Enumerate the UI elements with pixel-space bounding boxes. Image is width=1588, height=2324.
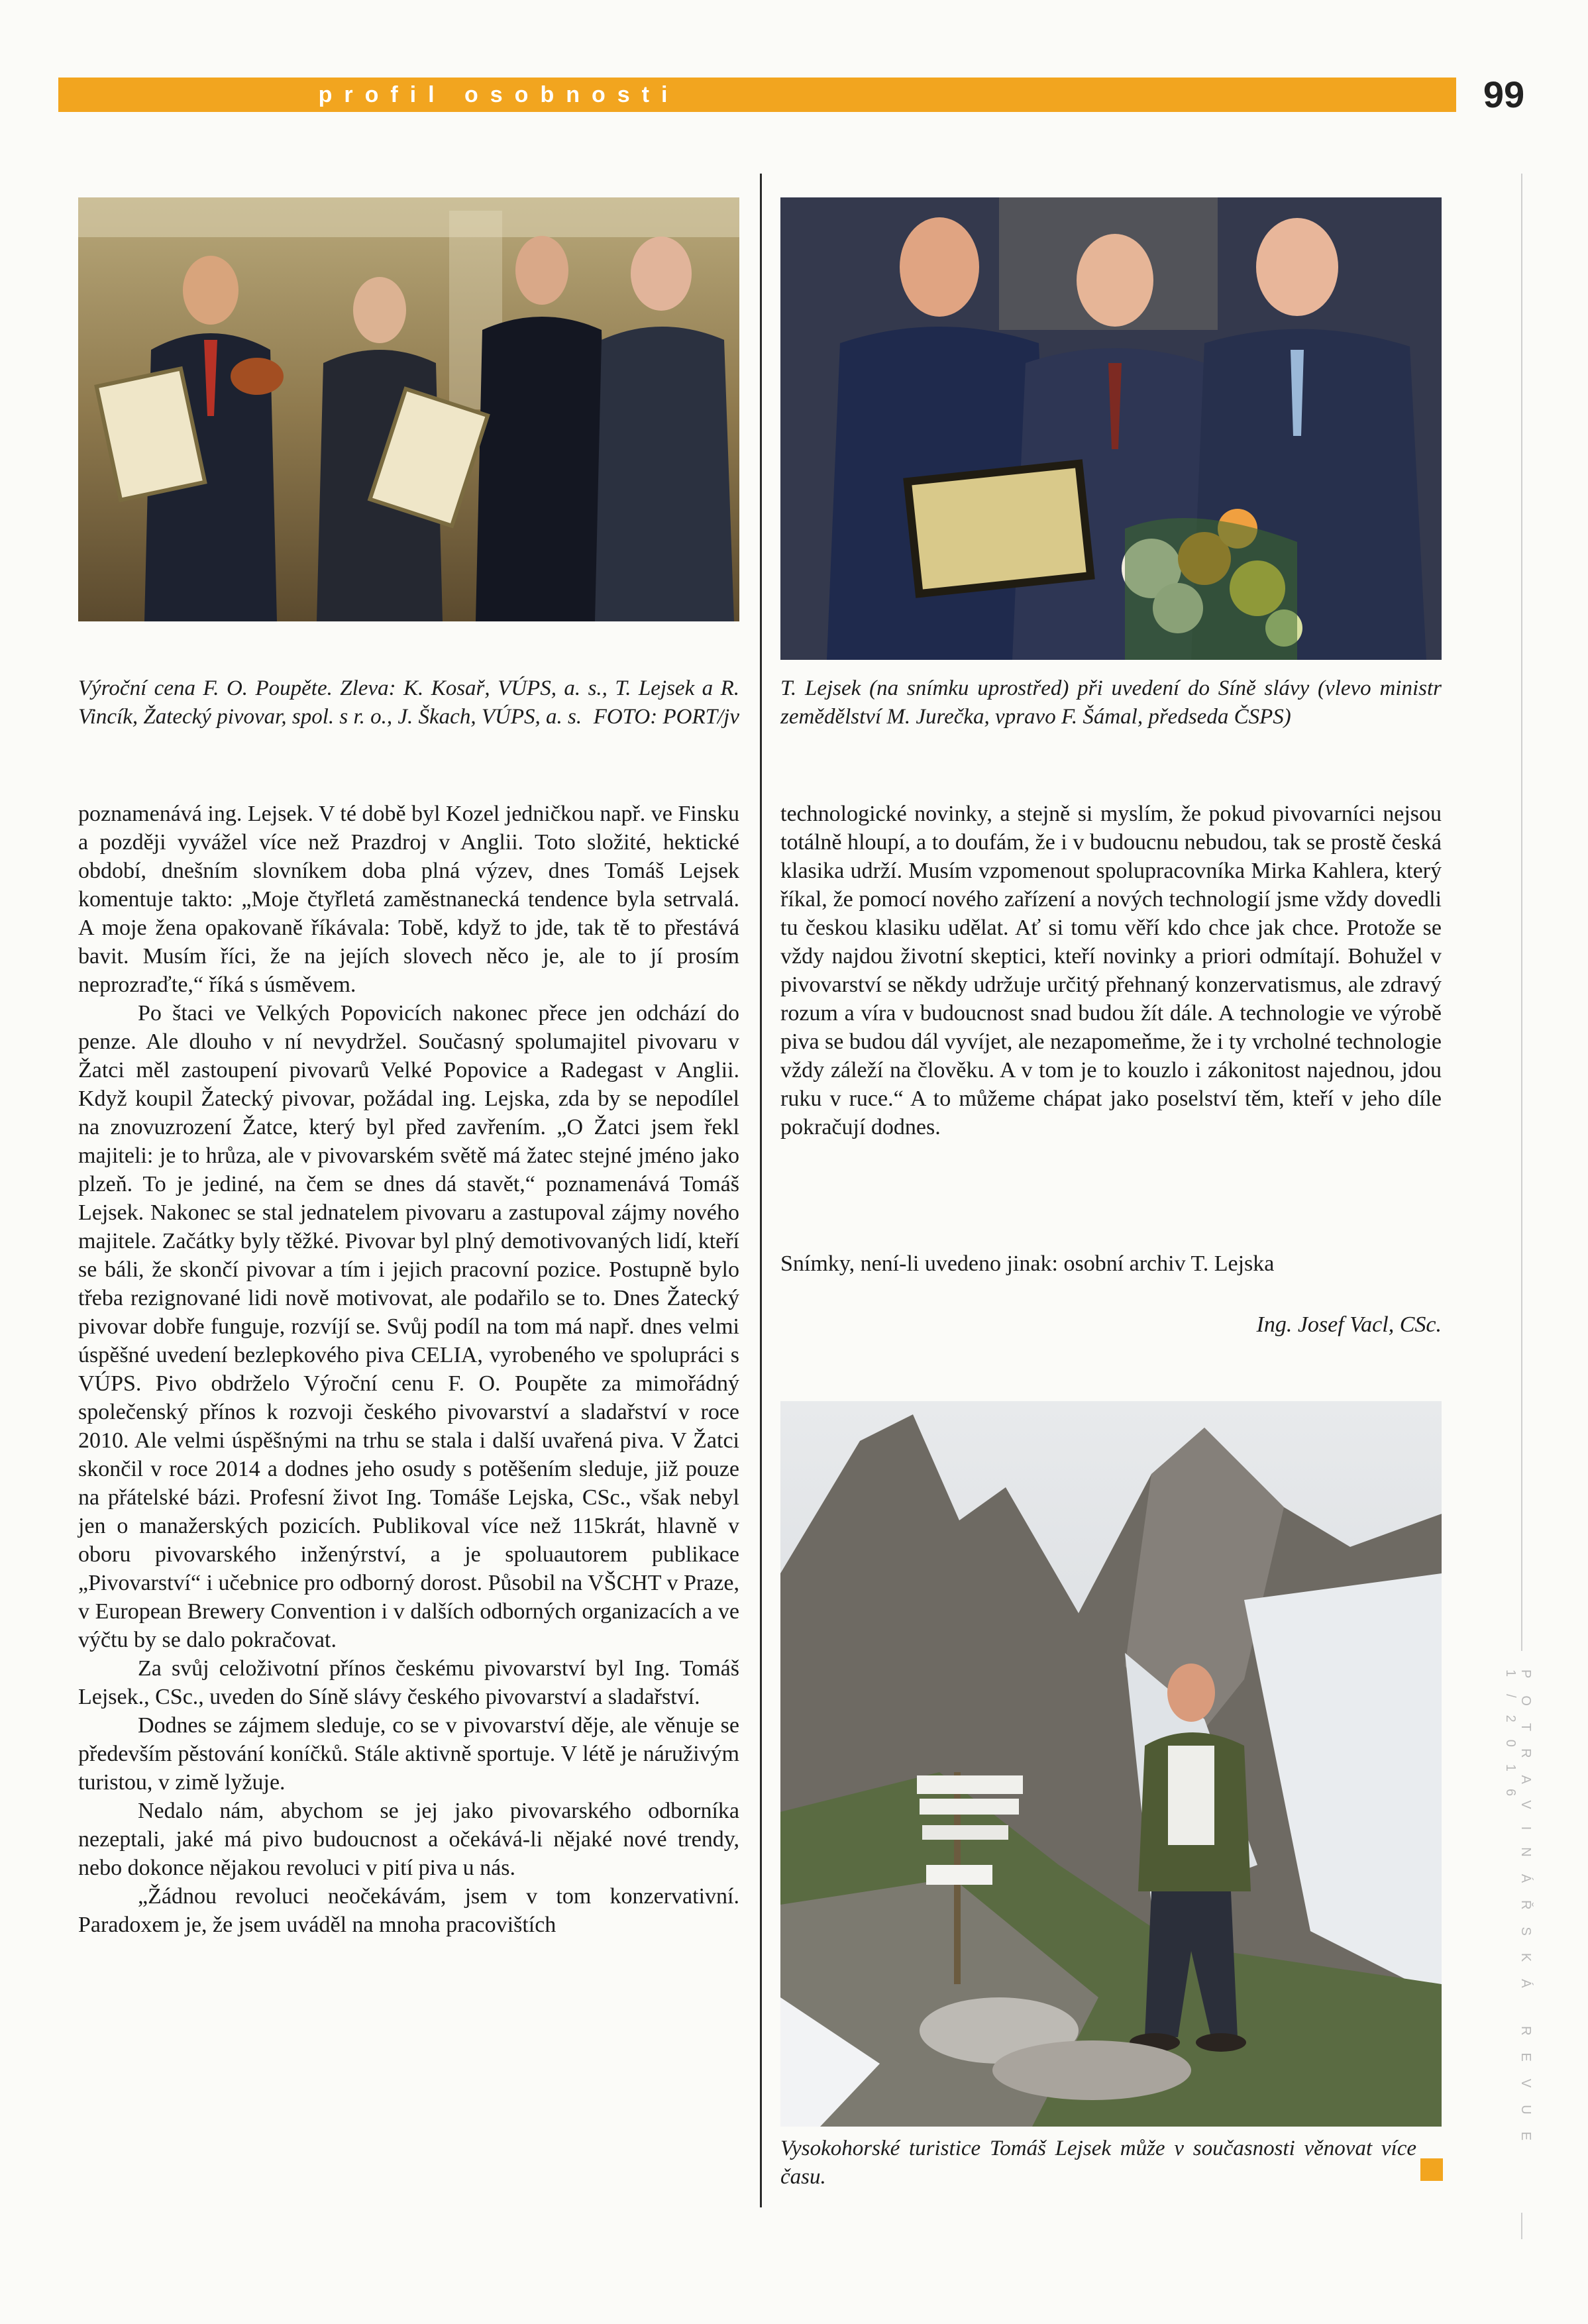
paragraph: Nedalo nám, abychom se jej jako pivovarského odborníka nezeptali, jaké má pivo budoucnost a očekává-li nějaké nové trendy, nebo dokonce nějakou revoluci v pití piva u nás.	[78, 1799, 739, 1880]
photo1-credit: FOTO: PORT/jv	[593, 705, 739, 729]
column-divider	[760, 174, 762, 2207]
left-column-text	[78, 800, 739, 1939]
right-column-text	[780, 800, 1442, 1141]
mountain-hiking-photo	[780, 1401, 1442, 2127]
paragraph: technologické novinky, a stejně si myslím, že pokud pivovarníci nejsou totálně hloupí, a to doufám, že i v budoucnu nebudou, tak se prostě česká klasika udrží. Musím vzpomenout spolupracovníka Mirka Kahlera, který říkal, že pomocí nového zařízení a nových technologií jsme vždy dovedli tu českou klasiku udělat. Ať si tomu věří kdo chce jak chce. Protože se vždy najdou životní skeptici, kteří novinky a priori odmítají. Bohužel v pivovarství se někdy udržuje určitý přehnaný konzervatismus, ale zdravý rozum a víra v budoucnost snad budou žít dále. A technologie ve výrobě piva se budou dál vyvíjet, ale nezapomeňme, že i ty vrcholné technologie vždy záleží na člověku. A v tom je to kouzlo i zákonitost najednou, jdou ruku v ruce.“ A to můžeme chápat jako poselství těm, kteří v jeho díle pokračují dodnes.	[780, 802, 1442, 1139]
section-header-bar	[58, 78, 1456, 112]
end-of-article-mark	[1420, 2158, 1443, 2181]
paragraph: poznamenává ing. Lejsek. V té době byl Kozel jedničkou např. ve Finsku a později vyvážel více než Prazdroj v Anglii. Toto složité, hektické období, dnešním slovníkem doba plná výzev, dnes Tomáš Lejsek komentuje takto: „Moje čtyřletá zaměstnanecká tendence byla setrvalá. A moje žena opakovaně říkávala: Tobě, když to jde, tak tě to přestává bavit. Musím říci, že na jejích slovech něco je, ale to jí prosím neprozraďte,“ říká s úsměvem.	[78, 802, 739, 997]
paragraph: Po štaci ve Velkých Popovicích nakonec přece jen odchází do penze. Ale dlouho v ní nevydržel. Současný spolumajitel pivovaru v Žatci měl zastoupení pivovarů Velké Popovice a Radegast v Anglii. Když koupil Žatecký pivovar, požádal ing. Lejska, zda by se nepodílel na znovuzrození Žatce, který byl před zavřením. „O Žatci jsem řekl majiteli: je to hrůza, ale v pivovarském světě má žatec stejné jméno jako plzeň. To je jediné, na čem se dnes dá stavět,“ poznamenává Tomáš Lejsek. Nakonec se stal jednatelem pivovaru a zastupoval zájmy nového majitele. Začátky byly těžké. Pivovar byl plný demotivovaných lidí, kteří se báli, že skončí pivovar a tím i jejich pracovní pozice. Postupně bylo třeba rezignované lidi nově motivovat, ale podařilo se to. Dnes Žatecký pivovar dobře funguje, rozvíjí se. Svůj podíl na tom má např. dnes velmi úspěšné uvedení bezlepkového piva CELIA, vyrobeného ve spolupráci s VÚPS. Pivo obdrželo Výroční cenu F. O. Poupěte za mimořádný společenský přínos k rozvoji českého pivovarství a sladařství v roce 2010. Ale velmi úspěšnými na trhu se stala i další uvařená piva. V Žatci skončil v roce 2014 a dodnes jeho osudy s potěšením sleduje, již pouze na přátelské bázi. Profesní život Ing. Tomáše Lejska, CSc., však nebyl jen o manažerských pozicích. Publikoval více než 115krát, hlavně v oboru pivovarského inženýrství, a je spoluautorem publikace „Pivovarství“ i učebnice pro odborný dorost. Působil na VŠCHT v Praze, v European Brewery Convention i v dalších odborných organizacích a ve výčtu by se dalo pokračovat.	[78, 1001, 739, 1652]
photo1-caption	[78, 674, 739, 731]
side-rule-top	[1521, 174, 1522, 1651]
page-number: 99	[1483, 74, 1525, 115]
photo3-caption: Vysokohorské turistice Tomáš Lejsek může v současnosti věnovat více času.	[780, 2137, 1416, 2189]
magazine-vertical-title: POTRAVINÁŘSKÁ REVUE 1/2016	[1503, 1669, 1533, 2158]
photo1-caption-text: Výroční cena F. O. Poupěte. Zleva: K. Kosař, VÚPS, a. s., T. Lejsek a R. Vincík, Žatecký pivovar, spol. s r. o., J. Škach, VÚPS, a. s.	[78, 676, 739, 729]
award-ceremony-photo	[78, 197, 739, 621]
hall-of-fame-photo	[780, 197, 1442, 660]
section-title: profil osobnosti	[318, 81, 680, 107]
paragraph: „Žádnou revoluci neočekávám, jsem v tom konzervativní. Paradoxem je, že jsem uváděl na mnoha pracovištích	[78, 1884, 739, 1937]
photo-credit-note: Snímky, není-li uvedeno jinak: osobní archiv T. Lejska	[780, 1251, 1275, 1276]
paragraph: Za svůj celoživotní přínos českému pivovarství byl Ing. Tomáš Lejsek., CSc., uveden do Síně slávy českého pivovarství a sladařství.	[78, 1656, 739, 1709]
photo2-caption: T. Lejsek (na snímku uprostřed) při uvedení do Síně slávy (vlevo ministr zemědělství M. Jurečka, vpravo F. Šámal, předseda ČSPS)	[780, 676, 1442, 729]
article-author: Ing. Josef Vacl, CSc.	[1256, 1312, 1442, 1337]
paragraph: Dodnes se zájmem sleduje, co se v pivovarství děje, ale věnuje se především pěstování koníčků. Stále aktivně sportuje. V létě je náruživým turistou, v zimě lyžuje.	[78, 1713, 739, 1795]
